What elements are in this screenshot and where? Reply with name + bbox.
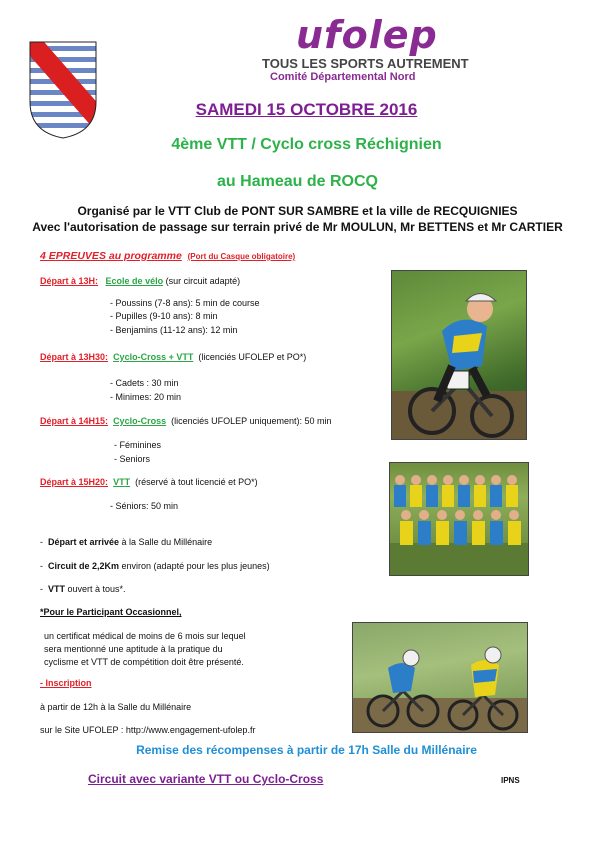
list-item: - Minimes: 20 min <box>110 392 182 402</box>
po-line: un certificat médical de moins de 6 mois sur lequel <box>44 631 246 641</box>
logo-tagline: TOUS LES SPORTS AUTREMENT <box>262 56 469 71</box>
list-item: - Pupilles (9-10 ans): 8 min <box>110 311 218 321</box>
team-illustration <box>390 463 528 575</box>
vtt-info: - VTT ouvert à tous*. <box>40 584 126 594</box>
program-heading: 4 EPREUVES au programme (Port du Casque obligatoire) <box>40 250 296 262</box>
authorization-line: Avec l'autorisation de passage sur terrain privé de Mr MOULUN, Mr BETTENS et Mr CARTIER <box>32 220 563 234</box>
race-photo <box>352 622 528 733</box>
list-item: - Féminines <box>114 440 162 450</box>
cyclist-illustration <box>392 271 526 439</box>
coat-of-arms-crest <box>28 40 98 140</box>
logo-wordmark: ufolep <box>296 13 438 57</box>
ufolep-logo <box>262 15 542 87</box>
list-item: - Séniors: 50 min <box>110 501 179 511</box>
inscription-time: à partir de 12h à la Salle du Millénaire <box>40 702 192 712</box>
race-illustration <box>353 623 527 732</box>
inscription-heading: - Inscription <box>40 678 92 688</box>
circuit-info: - Circuit de 2,2Km environ (adapté pour les plus jeunes) <box>40 561 270 571</box>
organizer-line: Organisé par le VTT Club de PONT SUR SAMBRE et la ville de RECQUIGNIES <box>77 204 518 218</box>
event-row-vtt: Départ à 15H20: VTT (réservé à tout licencié et PO*) <box>40 477 258 487</box>
team-photo <box>389 462 529 576</box>
event-row-cadets: Départ à 13H30: Cyclo-Cross + VTT (licenciés UFOLEP et PO*) <box>40 352 307 362</box>
po-line: sera mentionné une aptitude à la pratique du <box>44 644 223 654</box>
ipns-mark: IPNS <box>501 776 520 785</box>
start-info: - Départ et arrivée à la Salle du Millénaire <box>40 537 213 547</box>
awards-line: Remise des récompenses à partir de 17h Salle du Millénaire <box>136 743 477 757</box>
event-name-title: 4ème VTT / Cyclo cross Réchignien <box>171 136 442 153</box>
list-item: - Cadets : 30 min <box>110 378 179 388</box>
event-row-seniors: Départ à 14H15: Cyclo-Cross (licenciés UFOLEP uniquement): 50 min <box>40 416 332 426</box>
list-item: - Poussins (7-8 ans): 5 min de course <box>110 298 260 308</box>
logo-committee: Comité Départemental Nord <box>270 71 416 83</box>
po-line: cyclisme et VTT de compétition doit être présenté. <box>44 657 244 667</box>
event-row-ecole: Départ à 13H: Ecole de vélo (sur circuit adapté) <box>40 276 241 286</box>
cyclist-photo <box>391 270 527 440</box>
po-heading: *Pour le Participant Occasionnel, <box>40 607 182 617</box>
list-item: - Benjamins (11-12 ans): 12 min <box>110 325 238 335</box>
inscription-site: sur le Site UFOLEP : http://www.engagement-ufolep.fr <box>40 725 256 735</box>
event-place-title: au Hameau de ROCQ <box>217 173 378 190</box>
circuit-variant-line: Circuit avec variante VTT ou Cyclo-Cross <box>88 772 324 786</box>
list-item: - Seniors <box>114 454 151 464</box>
event-date-title: SAMEDI 15 OCTOBRE 2016 <box>195 100 418 119</box>
